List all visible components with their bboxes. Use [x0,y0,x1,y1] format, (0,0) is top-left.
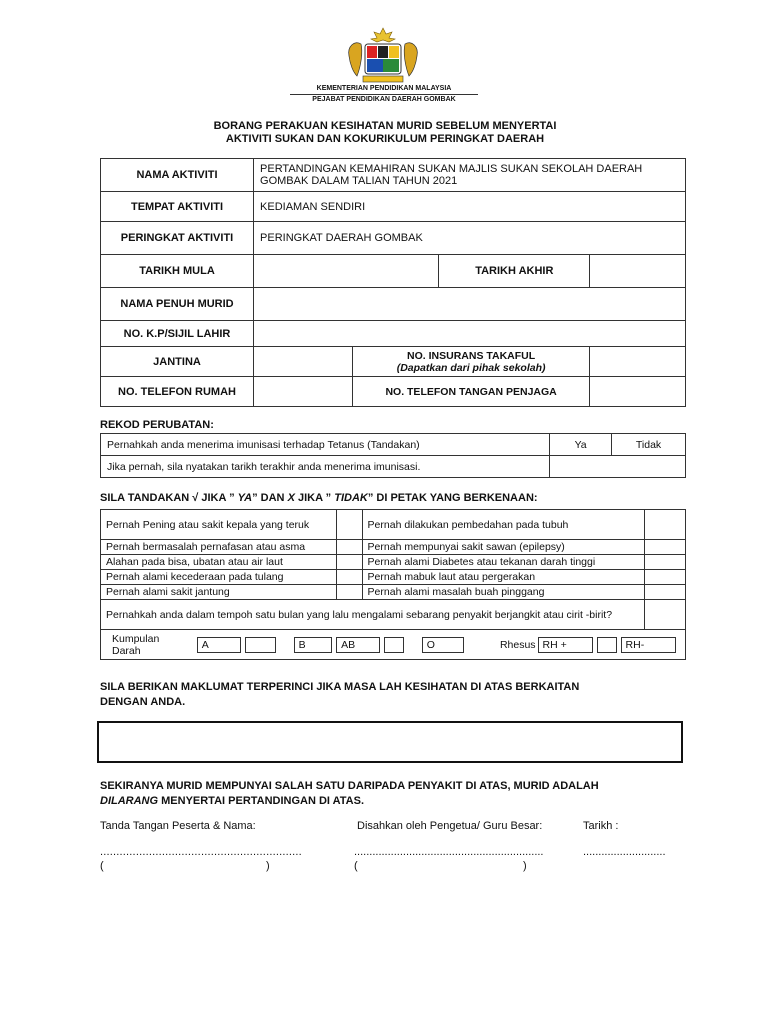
condition-left: Pernah bermasalah pernafasan atau asma [101,540,337,555]
warning-text [100,779,680,809]
condition-checkbox[interactable] [645,585,686,600]
details-instruction [100,680,680,710]
peserta-name-close-paren: ) [266,860,270,872]
condition-checkbox[interactable] [336,570,362,585]
condition-left: Pernah alami sakit jantung [101,585,337,600]
nama-murid-field[interactable] [254,288,686,321]
instr-x: X [287,492,295,504]
tetanus-question: Pernahkah anda menerima imunisasi terhadap Tetanus (Tandakan) [101,434,550,456]
rh-positive-box[interactable]: RH + [538,637,594,653]
tarikh-line[interactable]: ........................... [583,846,666,858]
insurans-field[interactable] [590,347,686,377]
rh-negative-box[interactable]: RH- [621,637,677,653]
coat-of-arms-logo [345,26,421,84]
instr-part-5: JIKA ” [294,492,335,504]
condition-right: Pernah mempunyai sakit sawan (epilepsy) [362,540,645,555]
pengetua-name-close-paren: ) [523,860,527,872]
ministry-name: KEMENTERIAN PENDIDIKAN MALAYSIA [316,85,452,92]
ya-option[interactable]: Ya [550,434,612,456]
peringkat-label: PERINGKAT AKTIVITI [101,222,254,255]
blood-a-box[interactable]: A [197,637,241,653]
blood-group-row [101,630,686,660]
pengetua-name-open-paren: ( [354,860,358,872]
condition-checkbox[interactable] [336,585,362,600]
office-name: PEJABAT PENDIDIKAN DAERAH GOMBAK [290,94,478,104]
instr-ya: YA [237,492,253,504]
blood-a-blank[interactable] [245,637,276,653]
condition-checkbox[interactable] [336,555,362,570]
peringkat-value: PERINGKAT DAERAH GOMBAK [254,222,686,255]
tarikh-mula-label: TARIKH MULA [101,255,254,288]
condition-checkbox[interactable] [645,600,686,630]
condition-right: Pernah mabuk laut atau pergerakan [362,570,645,585]
blood-ab-blank[interactable] [384,637,403,653]
condition-left: Pernah alami kecederaan pada tulang [101,570,337,585]
instr-part-3: ” DAN [252,492,288,504]
title-line-1: BORANG PERAKUAN KESIHATAN MURID SEBELUM MENYERTAI [213,120,557,132]
instr-tidak: TIDAK [334,492,368,504]
health-conditions-table [100,509,686,660]
telefon-tangan-field[interactable] [590,377,686,407]
health-details-textarea[interactable] [97,721,683,763]
condition-right: Pernah dilakukan pembedahan pada tubuh [362,510,645,540]
blood-group-label: Kumpulan Darah [112,632,160,657]
activity-info-table [100,158,686,407]
peserta-name-open-paren: ( [100,860,104,872]
condition-checkbox[interactable] [645,540,686,555]
condition-checkbox[interactable] [336,510,362,540]
tarikh-akhir-label: TARIKH AKHIR [439,255,590,288]
title-line-2: AKTIVITI SUKAN DAN KOKURIKULUM PERINGKAT DAERAH [225,133,545,145]
pengetua-signature-line[interactable]: .............................................................. [354,846,544,858]
infectious-disease-question: Pernahkah anda dalam tempoh satu bulan yang lalu mengalami sebarang penyakit berjangkit atau cirit -birit? [101,600,645,630]
jantina-label: JANTINA [101,347,254,377]
condition-checkbox[interactable] [336,540,362,555]
nama-murid-label: NAMA PENUH MURID [101,288,254,321]
kp-field[interactable] [254,321,686,347]
condition-right: Pernah alami Diabetes atau tekanan darah tinggi [362,555,645,570]
warning-line-2: MENYERTAI PERTANDINGAN DI ATAS. [158,795,365,807]
tempat-value: KEDIAMAN SENDIRI [254,192,686,222]
details-line-1: SILA BERIKAN MAKLUMAT TERPERINCI JIKA MASA LAH KESIHATAN DI ATAS BERKAITAN [100,681,580,693]
form-title [100,120,670,146]
instruction-text [100,492,538,504]
telefon-rumah-field[interactable] [254,377,353,407]
telefon-tangan-label: NO. TELEFON TANGAN PENJAGA [352,377,589,407]
rh-positive-blank[interactable] [597,637,616,653]
tempat-label: TEMPAT AKTIVITI [101,192,254,222]
warning-line-1: SEKIRANYA MURID MEMPUNYAI SALAH SATU DARIPADA PENYAKIT DI ATAS, MURID ADALAH [100,780,599,792]
jantina-field[interactable] [254,347,353,377]
ministry-header [290,84,478,104]
insurans-note: (Dapatkan dari pihak sekolah) [396,361,546,374]
immunisation-date-question: Jika pernah, sila nyatakan tarikh terakhir anda menerima imunisasi. [101,456,550,478]
instr-part-1: SILA TANDAKAN √ JIKA ” [100,492,238,504]
medical-record-table [100,433,686,478]
condition-right: Pernah alami masalah buah pinggang [362,585,645,600]
kp-label: NO. K.P/SIJIL LAHIR [101,321,254,347]
details-line-2: DENGAN ANDA. [100,696,186,708]
tarikh-akhir-field[interactable] [590,255,686,288]
rhesus-label: Rhesus [499,638,536,651]
telefon-rumah-label: NO. TELEFON RUMAH [101,377,254,407]
pengetua-signature-label: Disahkan oleh Pengetua/ Guru Besar: [357,820,543,832]
peserta-signature-line[interactable]: .............................................................. [100,846,302,858]
blood-b-box[interactable]: B [294,637,332,653]
blood-o-box[interactable]: O [422,637,464,653]
nama-aktiviti-value: PERTANDINGAN KEMAHIRAN SUKAN MAJLIS SUKAN SEKOLAH DAERAH GOMBAK DALAM TALIAN TAHUN 2021 [254,159,686,192]
condition-checkbox[interactable] [645,510,686,540]
condition-checkbox[interactable] [645,555,686,570]
tarikh-mula-field[interactable] [254,255,439,288]
rekod-heading: REKOD PERUBATAN: [100,419,214,431]
insurans-label-cell [352,347,589,377]
condition-left: Pernah Pening atau sakit kepala yang teruk [101,510,337,540]
condition-left: Alahan pada bisa, ubatan atau air laut [101,555,337,570]
insurans-label: NO. INSURANS TAKAFUL [407,349,536,362]
nama-aktiviti-label: NAMA AKTIVITI [101,159,254,192]
instr-part-7: ” DI PETAK YANG BERKENAAN: [367,492,538,504]
immunisation-date-field[interactable] [550,456,686,478]
blood-ab-box[interactable]: AB [336,637,380,653]
peserta-signature-label: Tanda Tangan Peserta & Nama: [100,820,256,832]
condition-checkbox[interactable] [645,570,686,585]
warning-dilarang: DILARANG [100,795,159,807]
tidak-option[interactable]: Tidak [612,434,686,456]
tarikh-label: Tarikh : [583,820,619,832]
